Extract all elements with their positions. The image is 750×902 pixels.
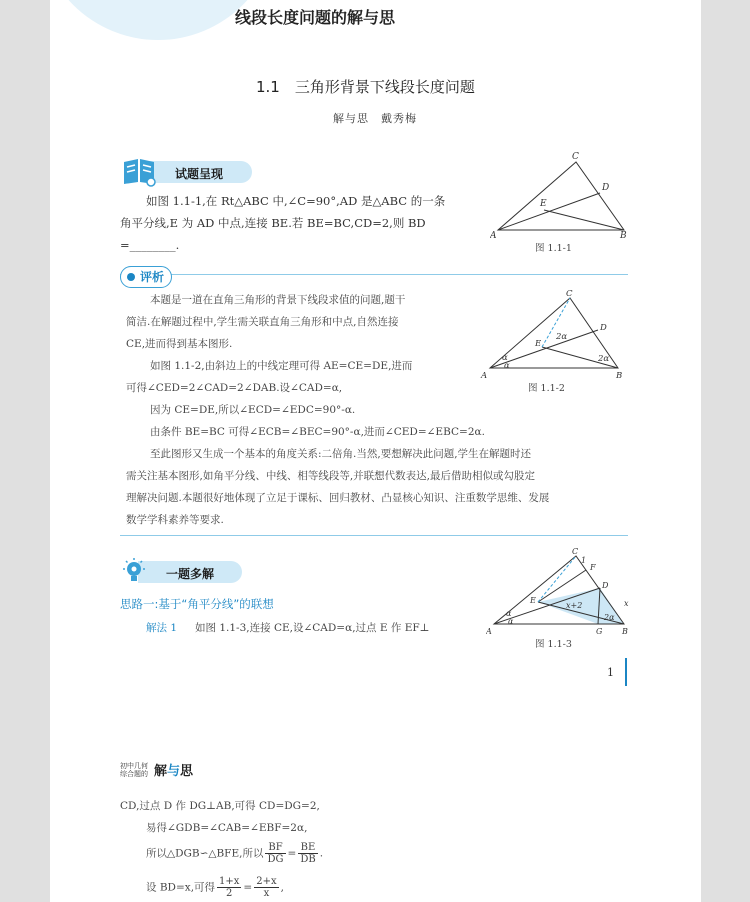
left-margin <box>0 0 50 902</box>
f2-label-d: D <box>600 323 607 333</box>
analysis-rule <box>120 274 628 275</box>
frac-den: DB <box>300 854 316 865</box>
problem-line-2: 角平分线,E 为 AD 中点,连接 BE.若 BE=BC,CD=2,则 BD <box>120 216 426 230</box>
f3-label-e: E <box>530 596 536 605</box>
page-header-title: 线段长度问题的解与思 <box>235 8 396 27</box>
analysis-dot-icon <box>123 269 139 285</box>
logo-small-text <box>120 762 148 778</box>
f3-label-g: G <box>596 627 603 636</box>
figure-1-1-caption: 图 1.1-1 <box>535 243 572 254</box>
analysis-p2-l2: 可得∠CED=2∠CAD=2∠DAB.设∠CAD=α, <box>126 382 343 394</box>
f3-label-a: A <box>486 627 492 636</box>
frac-num: BE <box>298 842 317 854</box>
f2-label-e: E <box>535 339 542 349</box>
frac-num: 1+x <box>219 876 240 887</box>
page2-line-1: CD,过点 D 作 DG⊥AB,可得 CD=DG=2, <box>120 800 320 812</box>
f3-label-one: 1 <box>581 556 587 565</box>
frac-den: x <box>263 888 270 899</box>
analysis-p3: 因为 CE=DE,所以∠ECD=∠EDC=90°-α. <box>150 404 356 416</box>
analysis-p5-l3: 理解决问题.本题很好地体现了立足于课标、回归教材、凸显核心知识、注重数学思维、发展 <box>126 492 550 504</box>
frac-num: BF <box>265 842 285 854</box>
logo-small-line-2: 综合题的 <box>120 770 148 778</box>
section-title: 1.1 三角形背景下线段长度问题 <box>256 78 475 96</box>
f2-label-a: A <box>481 371 488 381</box>
page2-line-4 <box>146 876 284 899</box>
analysis-p5-l1: 至此图形又生成一个基本的角度关系:二倍角.当然,要想解决此问题,学生在解题时还 <box>150 448 532 460</box>
figure-1-2 <box>480 290 630 385</box>
f1-label-d: D <box>602 183 610 193</box>
multi-banner-label: 一题多解 <box>166 567 215 581</box>
fraction-1x-2 <box>217 876 241 899</box>
figure-1-3-caption: 图 1.1-3 <box>535 639 572 650</box>
logo-small-line-1: 初中几何 <box>120 762 148 770</box>
equals-sign: = <box>243 881 253 894</box>
f3-label-xplus2: x+2 <box>566 601 583 610</box>
problem-banner-label: 试题呈现 <box>175 167 224 181</box>
frac-num: 2+x <box>256 876 277 887</box>
period: . <box>319 847 324 860</box>
f3-label-alpha-1: α <box>506 609 512 618</box>
frac-den: 2 <box>226 888 233 899</box>
frac-den: DG <box>267 854 284 865</box>
analysis-p5-l2: 需关注基本图形,如角平分线、中线、相等线段等,并联想代数表达,最后借助相似或勾股定 <box>126 470 536 482</box>
analysis-label: 评析 <box>140 270 165 284</box>
problem-line-1: 如图 1.1-1,在 Rt△ABC 中,∠C=90°,AD 是△ABC 的一条 <box>146 194 446 208</box>
f3-label-2alpha: 2α <box>604 613 615 622</box>
analysis-p1-l2: 简洁.在解题过程中,学生需关联直角三角形和中点,自然连接 <box>126 316 399 328</box>
comma: , <box>280 881 284 894</box>
f1-label-a: A <box>490 231 497 241</box>
figure-1-3 <box>486 548 634 640</box>
page2-line-3-text: 所以△DGB∽△BFE,所以 <box>146 847 264 860</box>
f2-label-2alpha-1: 2α <box>556 332 568 342</box>
idea-heading: 思路一:基于“角平分线”的联想 <box>120 597 274 611</box>
f3-label-c: C <box>572 548 579 556</box>
page2-line-4-text: 设 BD=x,可得 <box>146 881 216 894</box>
f1-label-b: B <box>620 231 627 241</box>
logo-big <box>154 760 193 779</box>
f3-label-d: D <box>602 581 609 590</box>
solution-line-1: 如图 1.1-3,连接 CE,设∠CAD=α,过点 E 作 EF⊥ <box>195 622 430 634</box>
right-margin <box>701 0 750 902</box>
analysis-p4: 由条件 BE=BC 可得∠ECB=∠BEC=90°-α,进而∠CED=∠EBC=2α. <box>150 426 485 438</box>
analysis-p1-l1: 本题是一道在直角三角形的背景下线段求值的问题,题干 <box>150 294 406 306</box>
analysis-p5-l4: 数学学科素养等要求. <box>126 514 224 526</box>
page-2 <box>50 700 701 902</box>
f3-label-b: B <box>622 627 628 636</box>
f3-label-f: F <box>590 563 596 572</box>
fraction-be-db <box>298 842 317 865</box>
analysis-p1-l3: CE,进而得到基本图形. <box>126 338 233 350</box>
analysis-p2-l1: 如图 1.1-2,由斜边上的中线定理可得 AE=CE=DE,进而 <box>150 360 413 372</box>
f3-label-alpha-2: α <box>508 617 514 626</box>
page2-line-3 <box>146 842 323 865</box>
book-icon <box>120 156 160 188</box>
solution-label: 解法 1 <box>146 622 178 634</box>
multi-rule <box>120 535 628 536</box>
problem-line-3: =________. <box>120 238 180 252</box>
f3-label-x: x <box>624 599 629 608</box>
figure-1-2-caption: 图 1.1-2 <box>528 383 565 394</box>
page-number: 1 <box>607 666 614 679</box>
f2-label-2alpha-2: 2α <box>598 354 610 364</box>
logo-big-1: 解 <box>154 764 168 779</box>
page2-line-2: 易得∠GDB=∠CAB=∠EBF=2α, <box>146 822 308 834</box>
equals-sign: = <box>287 847 297 860</box>
f1-label-c: C <box>572 152 579 162</box>
lightbulb-icon <box>120 557 148 587</box>
fraction-2x-x <box>254 876 278 899</box>
author-line: 解与思 戴秀梅 <box>333 112 417 125</box>
fraction-bf-dg <box>265 842 285 865</box>
f1-label-e: E <box>540 199 547 209</box>
logo-big-3: 思 <box>180 764 194 779</box>
page-number-bar <box>625 658 627 686</box>
logo-big-2: 与 <box>167 764 181 779</box>
f2-label-alpha-1: α <box>502 353 508 363</box>
f2-label-b: B <box>616 371 623 381</box>
f2-label-c: C <box>566 290 573 299</box>
page-1 <box>50 0 701 700</box>
f2-label-alpha-2: α <box>504 361 510 371</box>
